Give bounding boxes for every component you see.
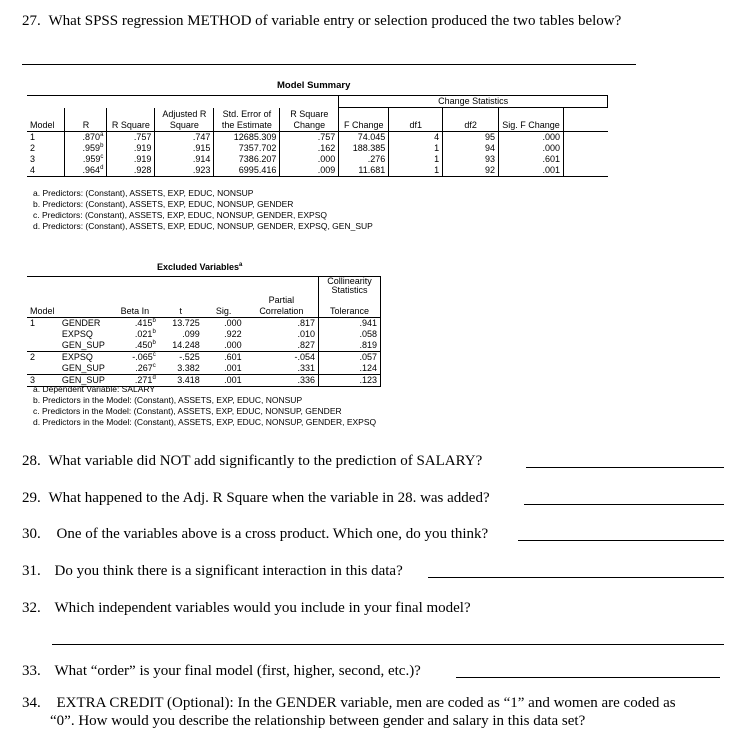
cell-se: 6995.416 [214, 165, 280, 177]
answer-line-32[interactable] [52, 644, 724, 645]
cell-df2: 92 [443, 165, 499, 177]
cell-sig: .000 [499, 143, 564, 154]
cell-model: 4 [27, 165, 65, 177]
cell-model: 1 [30, 318, 36, 328]
col-adj-r-square [155, 108, 214, 132]
excluded-title-sup: a [239, 262, 243, 268]
col-model: Model [27, 295, 111, 318]
question-number: 34. [22, 695, 41, 711]
question-text: Which independent variables would you include in your final model? [54, 600, 471, 616]
col-tolerance: Tolerance [319, 295, 381, 318]
cell-sig: .001 [224, 363, 242, 373]
cell-r: .959$^b$ [65, 143, 107, 154]
answer-line-28[interactable] [526, 467, 724, 468]
cell-t: .099 [182, 329, 200, 339]
cell-model [27, 340, 59, 352]
col-partial-line1: Partial [268, 295, 295, 305]
col-partial-correlation [245, 295, 319, 318]
col-f-change: F Change [339, 108, 389, 132]
model-summary-title: Model Summary [277, 80, 351, 91]
cell-rsc: .000 [280, 154, 339, 165]
question-31 [22, 562, 403, 580]
cell-beta: .450$^b$ [134, 340, 156, 350]
cell-t: 14.248 [172, 340, 200, 350]
cell-sig: .000 [224, 318, 242, 328]
cell-model: 1 [30, 132, 36, 142]
cell-df1: 4 [389, 132, 443, 144]
table-row [27, 165, 608, 177]
col-t: t [159, 295, 203, 318]
cell-beta: .267$^c$ [135, 363, 156, 373]
cell-sig: .922 [224, 329, 242, 339]
answer-line-29[interactable] [524, 504, 724, 505]
cell-r_square: .919 [107, 143, 155, 154]
cell-t: 3.382 [177, 363, 200, 373]
col-r-square: R Square [107, 108, 155, 132]
question-34-continued [50, 712, 585, 730]
col-collin-line2: Statistics [331, 285, 368, 295]
col-beta-in: Beta In [111, 295, 159, 318]
change-statistics-header: Change Statistics [339, 96, 608, 108]
cell-tol: .057 [319, 352, 381, 364]
cell-var: EXPSQ [61, 329, 93, 339]
table-row [27, 329, 381, 340]
cell-adj: .914 [155, 154, 214, 165]
cell-model [27, 329, 59, 340]
cell-empty [564, 165, 608, 177]
col-se-line1: Std. Error of [222, 109, 272, 119]
cell-tol: .941 [319, 318, 381, 330]
cell-t: -.525 [159, 352, 203, 364]
question-text-line1: EXTRA CREDIT (Optional): In the GENDER variable, men are coded as “1” and women are coded as [56, 695, 676, 711]
cell-t: 3.418 [159, 375, 203, 387]
question-33 [22, 662, 421, 680]
cell-partial: .010 [297, 329, 316, 339]
note-c: c. Predictors in the Model: (Constant), ASSETS, EXP, EDUC, NONSUP, GENDER [33, 406, 342, 416]
excluded-notes [33, 384, 376, 428]
note-c: c. Predictors: (Constant), ASSETS, EXP, EDUC, NONSUP, GENDER, EXPSQ [33, 210, 327, 220]
answer-line-27[interactable] [22, 64, 636, 65]
cell-adj: .923 [155, 165, 214, 177]
question-text: What variable did NOT add significantly to the prediction of SALARY? [48, 453, 483, 469]
table-row [27, 132, 608, 144]
cell-var: GEN_SUP [59, 375, 111, 387]
col-se-line2: the Estimate [221, 120, 272, 130]
cell-var: GENDER [61, 318, 101, 328]
question-30 [22, 525, 488, 543]
cell-sig: .601 [203, 352, 245, 364]
table-row [27, 143, 608, 154]
answer-line-30[interactable] [518, 540, 724, 541]
note-d: d. Predictors in the Model: (Constant), ASSETS, EXP, EDUC, NONSUP, GENDER, EXPSQ [33, 417, 377, 427]
question-text: What SPSS regression METHOD of variable entry or selection produced the two tables below? [48, 13, 622, 29]
cell-sig: .001 [203, 375, 245, 387]
col-rsc-line1: R Square [290, 109, 329, 119]
cell-f: .276 [339, 154, 389, 165]
cell-var: EXPSQ [59, 352, 111, 364]
cell-rsc: .162 [280, 143, 339, 154]
cell-partial: .817 [297, 318, 316, 328]
question-27 [22, 12, 621, 30]
cell-partial: .336 [245, 375, 319, 387]
question-number: 30. [22, 526, 41, 542]
col-adj-line2: Square [169, 120, 199, 130]
cell-var: GEN_SUP [61, 340, 105, 350]
cell-beta: .415$^b$ [134, 318, 156, 328]
cell-df1: 1 [389, 143, 443, 154]
question-text: What “order” is your final model (first, higher, second, etc.)? [54, 663, 421, 679]
note-b: b. Predictors: (Constant), ASSETS, EXP, EDUC, NONSUP, GENDER [33, 199, 294, 209]
cell-beta: .021$^b$ [134, 329, 156, 339]
cell-df1: 1 [389, 154, 443, 165]
cell-sig: .001 [499, 165, 564, 177]
col-r: R [65, 108, 107, 132]
cell-beta: -.065$^c$ [111, 352, 159, 364]
cell-tol: .058 [319, 329, 381, 340]
col-df2: df2 [443, 108, 499, 132]
table-row [27, 352, 381, 364]
answer-line-33[interactable] [456, 677, 720, 678]
cell-partial: .331 [297, 363, 316, 373]
cell-df2: 93 [443, 154, 499, 165]
note-b: b. Predictors in the Model: (Constant), ASSETS, EXP, EDUC, NONSUP [33, 395, 303, 405]
note-d: d. Predictors: (Constant), ASSETS, EXP, EDUC, NONSUP, GENDER, EXPSQ, GEN_SUP [33, 221, 373, 231]
cell-tol: .124 [319, 363, 381, 375]
cell-f: 11.681 [339, 165, 389, 177]
cell-adj: .915 [155, 143, 214, 154]
excluded-title-text: Excluded Variables [157, 262, 240, 272]
cell-se: 7386.207 [214, 154, 280, 165]
col-collin-line1: Collinearity [327, 276, 372, 286]
answer-line-31[interactable] [428, 577, 724, 578]
question-text: One of the variables above is a cross product. Which one, do you think? [56, 526, 489, 542]
cell-df1: 1 [389, 165, 443, 177]
cell-f: 188.385 [339, 143, 389, 154]
cell-model: 3 [30, 154, 36, 164]
cell-model: 2 [27, 352, 59, 364]
cell-se: 12685.309 [214, 132, 280, 144]
cell-beta: .271$^d$ [111, 375, 159, 387]
question-number: 29. [22, 490, 41, 506]
table-row [27, 363, 381, 375]
col-sig: Sig. [203, 295, 245, 318]
cell-empty [564, 154, 608, 165]
model-summary-notes [33, 188, 373, 232]
col-r-square-change [280, 108, 339, 132]
model-summary-table [27, 95, 608, 177]
cell-tol: .819 [319, 340, 381, 352]
table-row [27, 154, 608, 165]
question-text-line2: “0”. How would you describe the relationship between gender and salary in this data set? [50, 713, 586, 729]
table-row [27, 340, 381, 352]
question-32 [22, 599, 471, 617]
cell-adj: .747 [155, 132, 214, 144]
cell-sig: .000 [499, 132, 564, 144]
cell-df2: 94 [443, 143, 499, 154]
cell-empty [564, 132, 608, 144]
cell-r: .964$^d$ [65, 165, 107, 177]
cell-partial: .827 [297, 340, 316, 350]
question-number: 33. [22, 663, 41, 679]
question-28 [22, 452, 482, 470]
question-34 [22, 694, 676, 712]
col-rsc-line2: Change [293, 120, 326, 130]
col-adj-line1: Adjusted R [162, 109, 207, 119]
cell-r: .870$^a$ [65, 132, 107, 144]
cell-model: 2 [30, 143, 36, 153]
question-number: 28. [22, 453, 41, 469]
col-std-error [214, 108, 280, 132]
cell-sig: .601 [499, 154, 564, 165]
note-a: a. Predictors: (Constant), ASSETS, EXP, EDUC, NONSUP [33, 188, 254, 198]
cell-t: 13.725 [172, 318, 200, 328]
col-model: Model [27, 108, 65, 132]
cell-partial: -.054 [245, 352, 319, 364]
cell-rsc: .009 [280, 165, 339, 177]
cell-df2: 95 [443, 132, 499, 144]
cell-r_square: .919 [107, 154, 155, 165]
cell-model: 3 [27, 375, 59, 387]
question-number: 27. [22, 13, 41, 29]
col-collinearity [319, 277, 381, 296]
col-sig-f-change: Sig. F Change [499, 108, 564, 132]
cell-r_square: .928 [107, 165, 155, 177]
excluded-variables-title [157, 262, 242, 272]
cell-sig: .000 [224, 340, 242, 350]
cell-r_square: .757 [107, 132, 155, 144]
cell-rsc: .757 [280, 132, 339, 144]
cell-empty [564, 143, 608, 154]
col-df1: df1 [389, 108, 443, 132]
cell-model [27, 363, 59, 375]
question-text: Do you think there is a significant interaction in this data? [54, 563, 403, 579]
col-partial-line2: Correlation [259, 306, 304, 316]
question-text: What happened to the Adj. R Square when the variable in 28. was added? [48, 490, 490, 506]
table-row [27, 318, 381, 330]
cell-tol: .123 [319, 375, 381, 387]
cell-var: GEN_SUP [61, 363, 105, 373]
cell-r: .959$^c$ [65, 154, 107, 165]
question-29 [22, 489, 490, 507]
note-a: a. Dependent Variable: SALARY [33, 384, 156, 394]
cell-f: 74.045 [339, 132, 389, 144]
question-number: 31. [22, 563, 41, 579]
excluded-variables-table [27, 276, 381, 387]
question-number: 32. [22, 600, 41, 616]
col-empty [564, 108, 608, 132]
cell-se: 7357.702 [214, 143, 280, 154]
